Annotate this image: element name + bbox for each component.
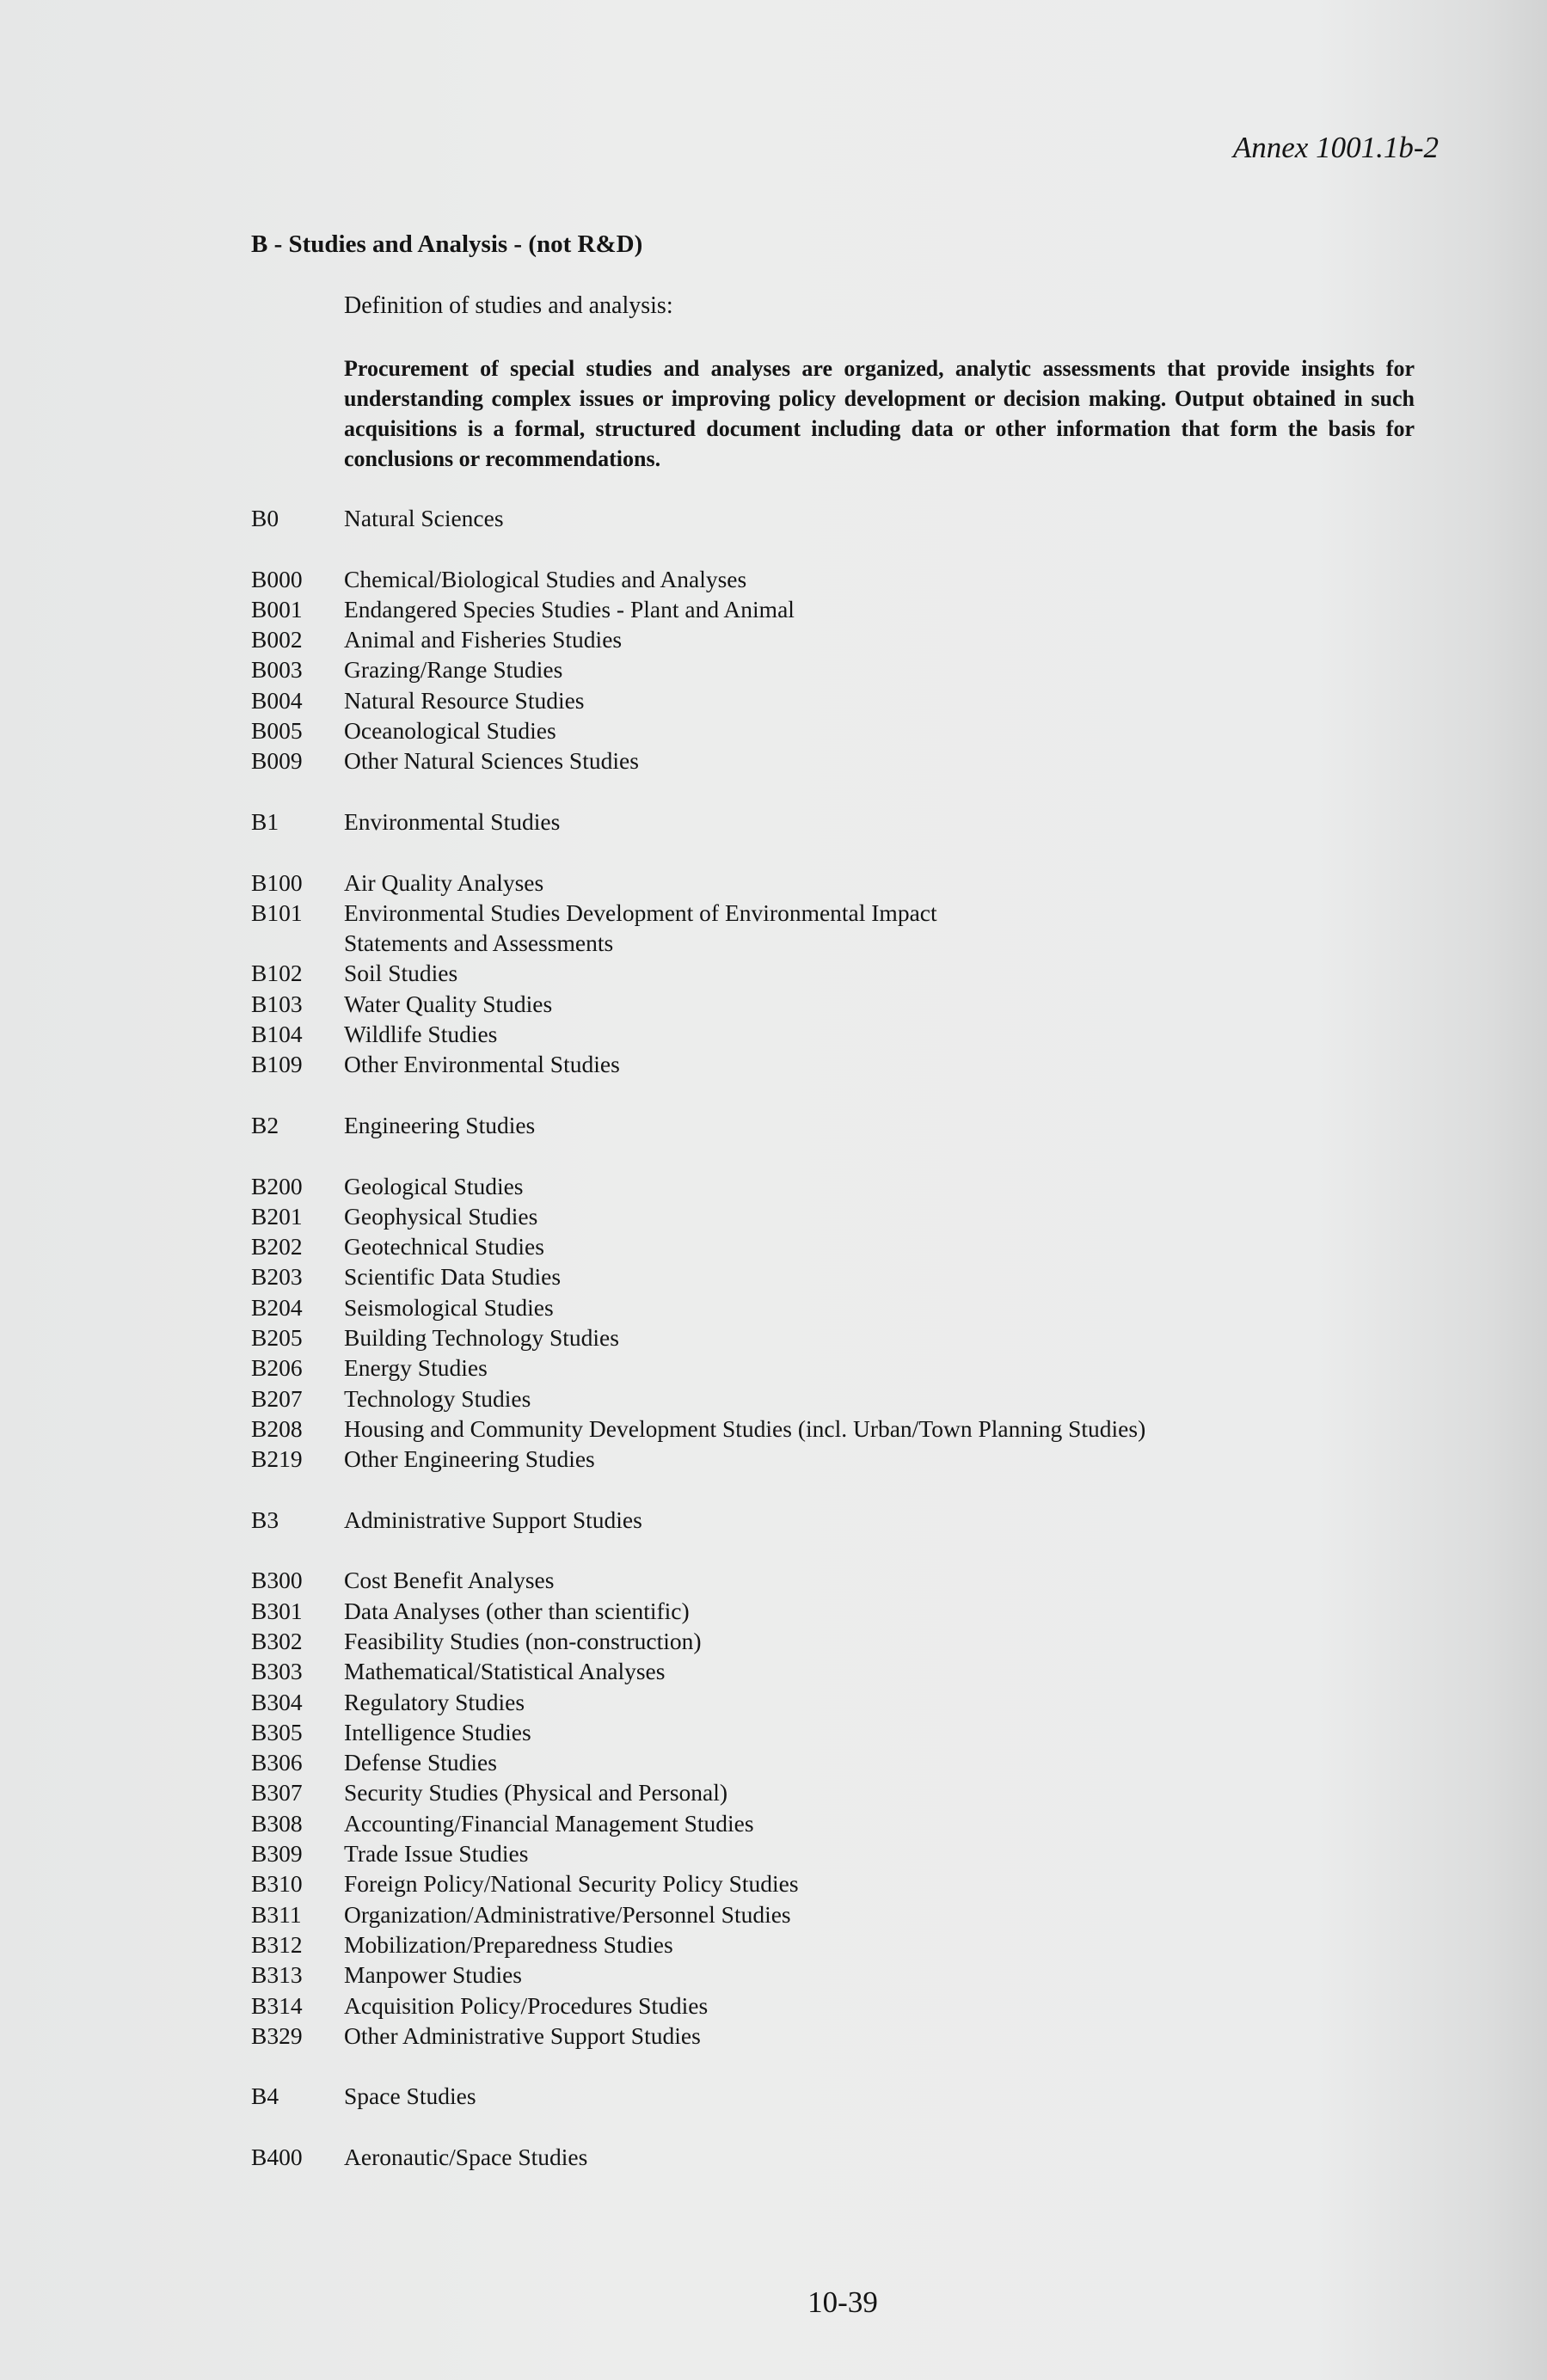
item-code: B300 <box>251 1567 303 1594</box>
item-code: B206 <box>251 1354 303 1382</box>
item-label: Defense Studies <box>344 1749 497 1776</box>
item-code: B009 <box>251 747 303 775</box>
category-code: B1 <box>251 807 279 835</box>
list-item <box>251 1049 1333 1079</box>
list-item <box>251 958 1333 988</box>
item-label: Geotechnical Studies <box>344 1233 544 1261</box>
list-item <box>251 1261 1333 1291</box>
item-label: Cost Benefit Analyses <box>344 1567 555 1594</box>
item-label: Geological Studies <box>344 1172 524 1199</box>
list-item <box>251 2142 1333 2172</box>
item-label: Endangered Species Studies - Plant and Animal <box>344 595 795 623</box>
list-item <box>251 1960 1333 1990</box>
list-item <box>251 1565 1333 1595</box>
item-code: B005 <box>251 717 303 745</box>
list-item <box>251 1353 1333 1383</box>
item-label: Mathematical/Statistical Analyses <box>344 1658 666 1685</box>
item-label: Seismological Studies <box>344 1293 554 1321</box>
category-label: Administrative Support Studies <box>344 1506 642 1533</box>
category-heading <box>251 1505 1333 1535</box>
list-item <box>251 1231 1333 1261</box>
item-code: B201 <box>251 1202 303 1230</box>
category-code: B2 <box>251 1111 279 1138</box>
item-label: Housing and Community Development Studies (incl. Urban/Town Planning Studies) <box>344 1414 1146 1442</box>
list-item <box>251 1868 1333 1898</box>
item-label: Other Engineering Studies <box>344 1445 595 1473</box>
category-label: Natural Sciences <box>344 505 504 531</box>
item-label: Foreign Policy/National Security Policy Studies <box>344 1870 799 1898</box>
item-label: Wildlife Studies <box>344 1021 498 1048</box>
item-code: B109 <box>251 1051 303 1078</box>
item-code: B202 <box>251 1233 303 1261</box>
list-item <box>251 594 1333 624</box>
item-label: Soil Studies <box>344 960 458 987</box>
item-label: Other Natural Sciences Studies <box>344 747 639 775</box>
item-code: B205 <box>251 1324 303 1352</box>
item-label: Intelligence Studies <box>344 1718 531 1745</box>
category-group <box>251 807 1333 837</box>
item-code: B310 <box>251 1870 303 1898</box>
code-items <box>251 564 1333 776</box>
item-label: Grazing/Range Studies <box>344 656 563 684</box>
list-item <box>251 1626 1333 1656</box>
item-label: Acquisition Policy/Procedures Studies <box>344 1991 709 2019</box>
list-item <box>251 624 1333 654</box>
item-code: B102 <box>251 960 303 987</box>
item-label: Aeronautic/Space Studies <box>344 2144 588 2171</box>
item-code: B312 <box>251 1930 303 1958</box>
item-label: Building Technology Studies <box>344 1324 619 1352</box>
list-item <box>251 989 1333 1019</box>
category-code: B3 <box>251 1506 279 1533</box>
list-item <box>251 1383 1333 1414</box>
list-item <box>251 1322 1333 1353</box>
item-label: Technology Studies <box>344 1384 531 1412</box>
list-item <box>251 1596 1333 1626</box>
item-label: Other Environmental Studies <box>344 1051 620 1078</box>
item-code: B203 <box>251 1263 303 1291</box>
item-label: Environmental Studies Development of Environmental Impact <box>344 899 937 926</box>
item-label: Trade Issue Studies <box>344 1840 529 1868</box>
item-code: B400 <box>251 2144 303 2171</box>
item-code: B309 <box>251 1840 303 1868</box>
list-item <box>251 1201 1333 1231</box>
item-label: Mobilization/Preparedness Studies <box>344 1930 673 1958</box>
item-code: B100 <box>251 868 303 896</box>
item-code: B103 <box>251 990 303 1017</box>
code-items <box>251 868 1333 1080</box>
code-list <box>251 503 1333 2203</box>
list-item <box>251 898 1333 928</box>
list-item <box>251 1292 1333 1322</box>
item-code: B305 <box>251 1718 303 1745</box>
category-heading <box>251 503 1333 533</box>
code-items <box>251 1171 1333 1475</box>
item-label: Energy Studies <box>344 1354 488 1382</box>
category-heading <box>251 2081 1333 2111</box>
list-item <box>251 1808 1333 1838</box>
item-code: B303 <box>251 1658 303 1685</box>
list-item <box>251 1019 1333 1049</box>
item-code: B329 <box>251 2021 303 2049</box>
list-item <box>251 685 1333 715</box>
list-item <box>251 1990 1333 2021</box>
item-code: B313 <box>251 1961 303 1989</box>
definition-heading: Definition of studies and analysis: <box>344 292 673 319</box>
item-code: B308 <box>251 1809 303 1837</box>
list-item <box>251 1899 1333 1929</box>
item-label: Animal and Fisheries Studies <box>344 626 623 653</box>
item-code: B204 <box>251 1293 303 1321</box>
code-items <box>251 2142 1333 2172</box>
code-items <box>251 1565 1333 2051</box>
item-code: B104 <box>251 1021 303 1048</box>
item-label: Manpower Studies <box>344 1961 522 1989</box>
item-code: B301 <box>251 1597 303 1624</box>
item-code: B003 <box>251 656 303 684</box>
list-item <box>251 564 1333 594</box>
category-group <box>251 2081 1333 2111</box>
list-item <box>251 715 1333 745</box>
category-heading <box>251 807 1333 837</box>
list-item <box>251 1414 1333 1444</box>
list-item <box>251 1929 1333 1960</box>
list-item <box>251 1171 1333 1201</box>
category-group <box>251 1110 1333 1140</box>
item-code: B000 <box>251 565 303 592</box>
category-code: B4 <box>251 2082 279 2110</box>
item-label: Feasibility Studies (non-construction) <box>344 1627 702 1654</box>
item-code: B307 <box>251 1779 303 1806</box>
list-item <box>251 1838 1333 1868</box>
item-code: B219 <box>251 1445 303 1473</box>
item-label: Regulatory Studies <box>344 1688 525 1715</box>
list-item <box>251 745 1333 776</box>
item-label-continuation: Statements and Assessments <box>344 929 614 957</box>
item-label: Chemical/Biological Studies and Analyses <box>344 565 747 592</box>
item-code: B101 <box>251 899 303 926</box>
item-code: B314 <box>251 1991 303 2019</box>
category-heading <box>251 1110 1333 1140</box>
list-item <box>251 1747 1333 1777</box>
item-label: Organization/Administrative/Personnel Studies <box>344 1900 791 1928</box>
list-item <box>251 654 1333 684</box>
item-code: B001 <box>251 595 303 623</box>
item-code: B302 <box>251 1627 303 1654</box>
item-label: Scientific Data Studies <box>344 1263 562 1291</box>
list-item <box>251 2021 1333 2051</box>
item-code: B004 <box>251 686 303 714</box>
item-code: B311 <box>251 1900 302 1928</box>
item-code: B200 <box>251 1172 303 1199</box>
list-item <box>251 1656 1333 1686</box>
item-code: B304 <box>251 1688 303 1715</box>
list-item <box>251 1687 1333 1717</box>
page-number: 10-39 <box>807 2285 878 2319</box>
list-item <box>251 1717 1333 1747</box>
item-label: Water Quality Studies <box>344 990 553 1017</box>
item-code: B207 <box>251 1384 303 1412</box>
item-code: B002 <box>251 626 303 653</box>
category-group <box>251 503 1333 533</box>
category-label: Environmental Studies <box>344 807 561 835</box>
category-group <box>251 1505 1333 1535</box>
item-code: B208 <box>251 1414 303 1442</box>
category-code: B0 <box>251 505 279 531</box>
definition-body: Procurement of special studies and analyses are organized, analytic assessments that provide insights for understanding complex issues or improving policy development or decision making. Output obtained in such acquisitions is a formal, structured document including data or other information that form the basis for conclusions or recommendations. <box>344 356 1415 471</box>
list-item <box>251 1444 1333 1474</box>
item-label: Natural Resource Studies <box>344 686 585 714</box>
item-code: B306 <box>251 1749 303 1776</box>
item-label: Data Analyses (other than scientific) <box>344 1597 690 1624</box>
annex-header: Annex 1001.1b-2 <box>1232 131 1439 164</box>
item-label: Air Quality Analyses <box>344 868 544 896</box>
category-label: Space Studies <box>344 2082 476 2110</box>
item-label: Oceanological Studies <box>344 717 556 745</box>
item-label: Security Studies (Physical and Personal) <box>344 1779 728 1806</box>
category-label: Engineering Studies <box>344 1111 536 1138</box>
item-label: Other Administrative Support Studies <box>344 2021 701 2049</box>
list-item <box>251 868 1333 898</box>
list-item <box>251 1777 1333 1807</box>
item-label: Geophysical Studies <box>344 1202 538 1230</box>
section-title: B - Studies and Analysis - (not R&D) <box>251 230 643 258</box>
item-label: Accounting/Financial Management Studies <box>344 1809 754 1837</box>
